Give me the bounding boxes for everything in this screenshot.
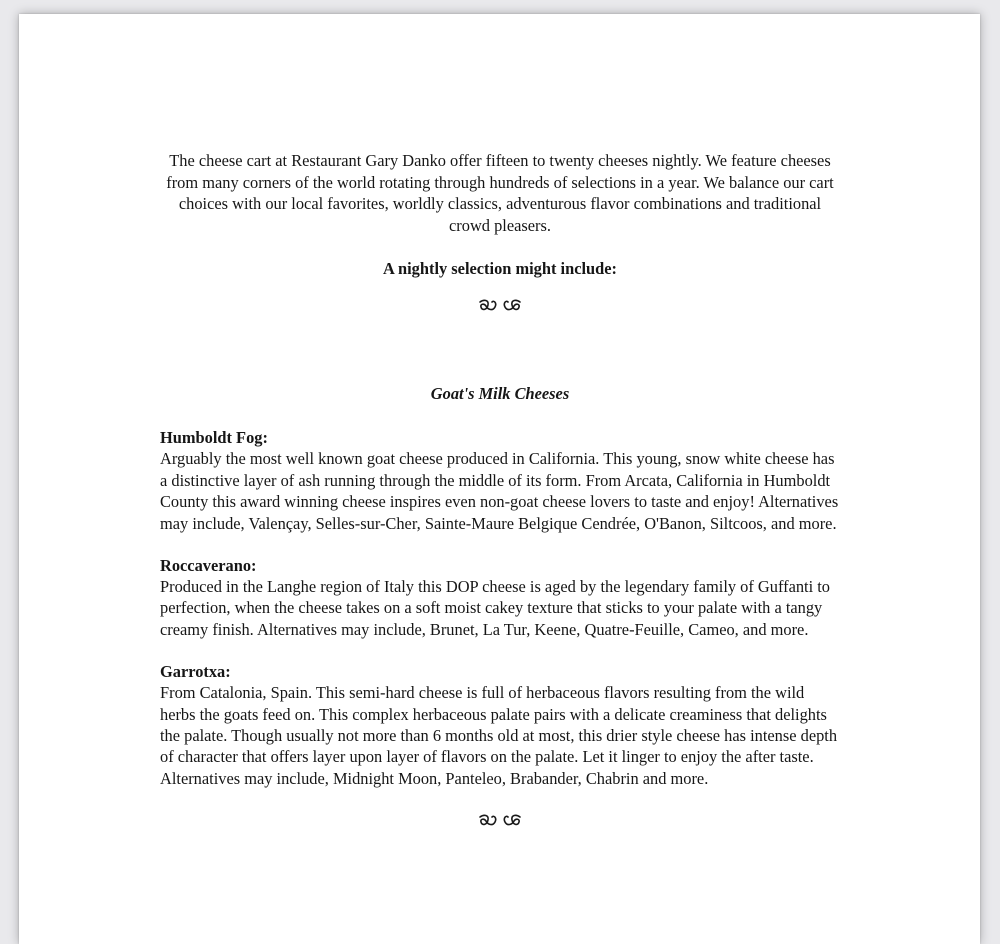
cheese-name: Garrotxa: xyxy=(160,662,231,682)
section-title-goats-milk: Goat's Milk Cheeses xyxy=(430,384,570,404)
ornament-icon xyxy=(475,296,525,316)
page-content xyxy=(160,150,840,836)
cheese-description: From Catalonia, Spain. This semi-hard cheese is full of herbaceous flavors resulting from the wild herbs the goats feed on. This complex herbaceous palate pairs with a delicate creaminess that delights the palate. Though usually not more than 6 months old at most, this drier style cheese has intense depth of character that offers layer upon layer of flavors on the palate. Let it linger to enjoy the after taste. Alternatives may include, Midnight Moon, Panteleo, Brabander, Chabrin and more. xyxy=(160,683,838,788)
cheese-name: Roccaverano: xyxy=(160,556,257,575)
intro-paragraph: The cheese cart at Restaurant Gary Danko offer fifteen to twenty cheeses nightly. We feature cheeses from many corners of the world rotating through hundreds of selections in a year. We balance our cart choices with our local favorites, worldly classics, adventurous flavor combinations and traditional crowd pleasers. xyxy=(166,151,834,235)
cheese-entry-garrotxa xyxy=(160,661,840,789)
ornament-icon xyxy=(475,811,525,831)
ornament-divider-top xyxy=(160,296,840,321)
cheese-description: Arguably the most well known goat cheese produced in California. This young, snow white cheese has a distinctive layer of ash running through the middle of its form. From Arcata, California in Humboldt County this award winning cheese inspires even non-goat cheese lovers to taste and enjoy! Alternatives may include, Valençay, Selles-sur-Cher, Sainte-Maure Belgique Cendrée, O'Banon, Siltcoos, and more. xyxy=(160,449,839,533)
selection-heading: A nightly selection might include: xyxy=(382,259,618,279)
cheese-entry-roccaverano xyxy=(160,555,840,640)
cheese-description: Produced in the Langhe region of Italy this DOP cheese is aged by the legendary family of Guffanti to perfection, when the cheese takes on a soft moist cakey texture that sticks to your palate with a tangy creamy finish. Alternatives may include, Brunet, La Tur, Keene, Quatre-Feuille, Cameo, and more. xyxy=(160,577,831,639)
document-page xyxy=(19,14,980,944)
ornament-divider-bottom xyxy=(160,811,840,836)
cheese-name: Humboldt Fog: xyxy=(160,428,268,448)
cheese-entry-humboldt-fog xyxy=(160,427,840,534)
